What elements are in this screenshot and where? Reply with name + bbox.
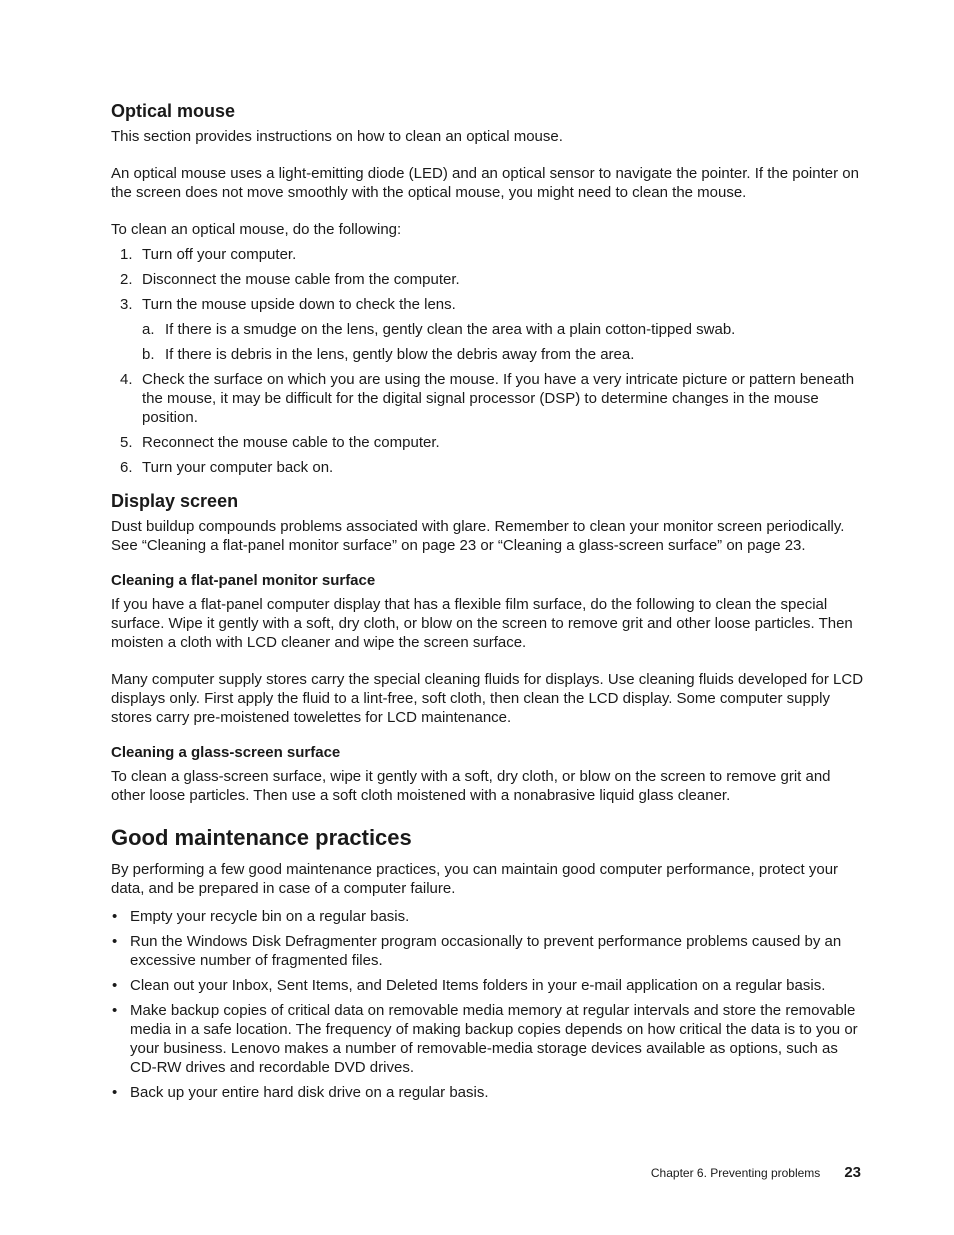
step-text: Check the surface on which you are using the mouse. If you have a very intricate picture or pattern beneath the mouse, it may be difficult for the digital signal processor (DSP) to determine changes in the mouse position. (142, 371, 855, 426)
display-screen-paragraph: Dust buildup compounds problems associated with glare. Remember to clean your monitor screen periodically. See “Cleaning a flat-panel monitor surface” on page 23 or “Cleaning a glass-screen surface” on page 23. (111, 518, 845, 554)
substep-text: If there is a smudge on the lens, gently clean the area with a plain cotton-tipped swab. (165, 321, 736, 338)
list-item (111, 1001, 866, 1077)
bullet-text: Run the Windows Disk Defragmenter program occasionally to prevent performance problems caused by an excessive number of fragmented files. (130, 933, 842, 969)
optical-mouse-lead: To clean an optical mouse, do the following: (111, 221, 402, 238)
list-item (111, 295, 866, 364)
flat-panel-heading: Cleaning a flat-panel monitor surface (111, 572, 376, 589)
step-number: 5. (120, 434, 133, 451)
substep-letter: b. (142, 346, 155, 363)
optical-mouse-intro: This section provides instructions on how to clean an optical mouse. (111, 128, 563, 145)
maintenance-heading: Good maintenance practices (111, 825, 412, 850)
optical-mouse-section (111, 100, 866, 477)
glass-screen-paragraph: To clean a glass-screen surface, wipe it gently with a soft, dry cloth, or blow on the screen to remove grit and other loose particles. Then use a soft cloth moistened with a nonabrasive liquid glass cleaner. (111, 768, 831, 804)
bullet-icon: • (112, 1084, 118, 1101)
list-item (111, 370, 866, 427)
bullet-text: Empty your recycle bin on a regular basis. (130, 908, 410, 925)
display-screen-section (111, 490, 866, 805)
list-item (111, 976, 866, 995)
substep-text: If there is debris in the lens, gently blow the debris away from the area. (165, 346, 635, 363)
step-text: Turn the mouse upside down to check the lens. (142, 296, 456, 313)
step-number: 1. (120, 246, 133, 263)
list-item (142, 345, 866, 364)
bullet-icon: • (112, 908, 118, 925)
page-footer (651, 1164, 861, 1181)
optical-mouse-heading: Optical mouse (111, 101, 236, 121)
maintenance-section (111, 825, 866, 1102)
list-item (142, 320, 866, 339)
maintenance-bullets (111, 907, 866, 1102)
step-text: Turn your computer back on. (142, 459, 334, 476)
substep-letter: a. (142, 321, 155, 338)
bullet-text: Back up your entire hard disk drive on a regular basis. (130, 1084, 489, 1101)
bullet-icon: • (112, 933, 118, 950)
list-item (111, 433, 866, 452)
page-content (111, 100, 866, 1108)
maintenance-intro: By performing a few good maintenance practices, you can maintain good computer performance, protect your data, and be prepared in case of a computer failure. (111, 861, 839, 897)
flat-panel-paragraph-2: Many computer supply stores carry the special cleaning fluids for displays. Use cleaning fluids developed for LCD displays only. First apply the fluid to a lint-free, soft cloth, then clean the LCD display. Some computer supply stores carry pre-moistened towelettes for LCD maintenance. (111, 671, 864, 726)
list-item (111, 907, 866, 926)
list-item (111, 458, 866, 477)
display-screen-heading: Display screen (111, 491, 239, 511)
bullet-text: Clean out your Inbox, Sent Items, and Deleted Items folders in your e-mail application on a regular basis. (130, 977, 826, 994)
step-number: 6. (120, 459, 133, 476)
substeps-list (142, 320, 866, 364)
bullet-icon: • (112, 977, 118, 994)
list-item (111, 245, 866, 264)
step-number: 3. (120, 296, 133, 313)
step-text: Disconnect the mouse cable from the computer. (142, 271, 460, 288)
glass-screen-heading: Cleaning a glass-screen surface (111, 744, 341, 761)
list-item (111, 1083, 866, 1102)
bullet-icon: • (112, 1002, 118, 1019)
page-number: 23 (844, 1164, 861, 1181)
cleaning-steps-list (111, 245, 866, 477)
step-number: 4. (120, 371, 133, 388)
step-text: Reconnect the mouse cable to the computer. (142, 434, 440, 451)
flat-panel-paragraph-1: If you have a flat-panel computer display that has a flexible film surface, do the following to clean the special surface. Wipe it gently with a soft, dry cloth, or blow on the screen to remove grit and other loose particles. Then moisten a cloth with LCD cleaner and wipe the screen surface. (111, 596, 853, 651)
optical-mouse-paragraph: An optical mouse uses a light-emitting diode (LED) and an optical sensor to navigate the pointer. If the pointer on the screen does not move smoothly with the optical mouse, you might need to clean the mouse. (111, 165, 859, 201)
list-item (111, 270, 866, 289)
chapter-label: Chapter 6. Preventing problems (650, 1166, 821, 1180)
step-text: Turn off your computer. (142, 246, 297, 263)
step-number: 2. (120, 271, 133, 288)
bullet-text: Make backup copies of critical data on removable media memory at regular intervals and store the removable media in a safe location. The frequency of making backup copies depends on how critical the data is to you or your business. Lenovo makes a number of removable-media storage devices available as options, such as CD-RW drives and recordable DVD drives. (130, 1002, 858, 1076)
list-item (111, 932, 866, 970)
